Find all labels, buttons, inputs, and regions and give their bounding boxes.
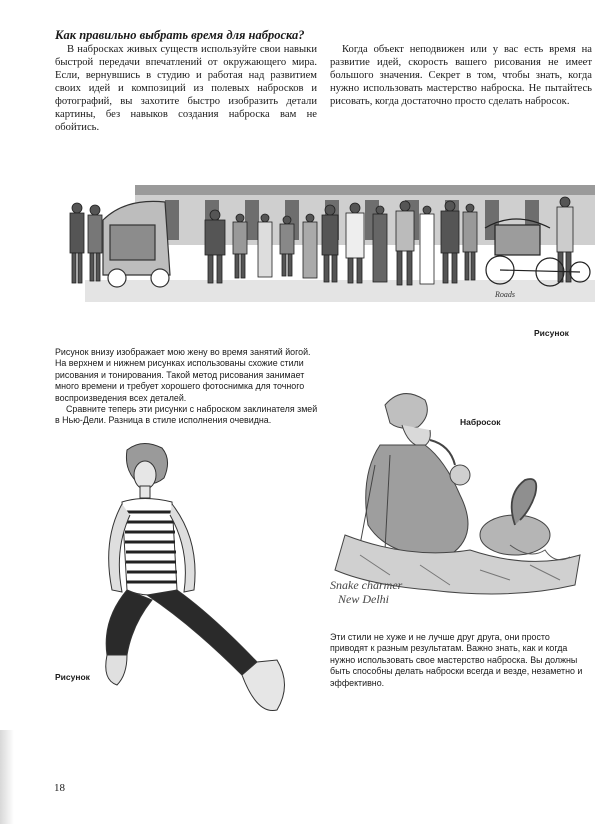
section-heading: Как правильно выбрать время для наброска? [55, 28, 305, 42]
yoga-caption: Рисунок [55, 672, 90, 682]
page-edge-shadow [0, 730, 14, 824]
street-signature: Roads [495, 290, 515, 299]
intro-paragraph-left: В набросках живых существ используйте свои навыки быстрой передачи впечатлений от окружающего мира. Если, вернувшись в студию и работая над развитием своих идей и композиций из полевых набросков и фотографий, вы захотите быстро изобразить детали картины, без навыков создания наброска вам не обойтись. [55, 44, 317, 133]
page-number: 18 [54, 782, 65, 794]
yoga-description-p1: Рисунок внизу изображает мою жену во время занятий йогой. На верхнем и нижнем рисунках использованы схожие стили рисования и тонирования. Такой метод рисования занимает много времени и требует хорошего фотоснимка для точного воспроизведения всех деталей. [55, 347, 311, 403]
yoga-drawing [82, 440, 307, 730]
styles-comparison-text [330, 632, 585, 689]
styles-comparison-p: Эти стили не хуже и не лучше друг друга, они просто приводят к разным результатам. Важно знать, как и когда нужно использовать свое мастерство наброска. Вы должны быть способны делать наброски всегда и везде, незаметно и эффективно. [330, 632, 583, 688]
sketch-inscription-line2: New Delhi [338, 592, 389, 606]
sketch-caption: Набросок [460, 417, 501, 427]
yoga-description [55, 347, 320, 427]
snake-charmer-sketch [330, 385, 585, 610]
sketch-inscription-line1: Snake charmer [330, 578, 403, 592]
street-caption: Рисунок [534, 328, 569, 338]
street-scene-illustration [55, 180, 595, 305]
intro-paragraph-right: Когда объект неподвижен или у вас есть время на развитие идей, скорость вашего рисования не имеет большого значения. Секрет в том, чтобы знать, когда нужно использовать мастерство наброска. Не пытайтесь рисовать, когда достаточно просто сделать набросок. [330, 44, 592, 107]
yoga-description-p2: Сравните теперь эти рисунки с наброском заклинателя змей в Нью-Дели. Разница в стиле исполнения очевидна. [55, 404, 318, 426]
